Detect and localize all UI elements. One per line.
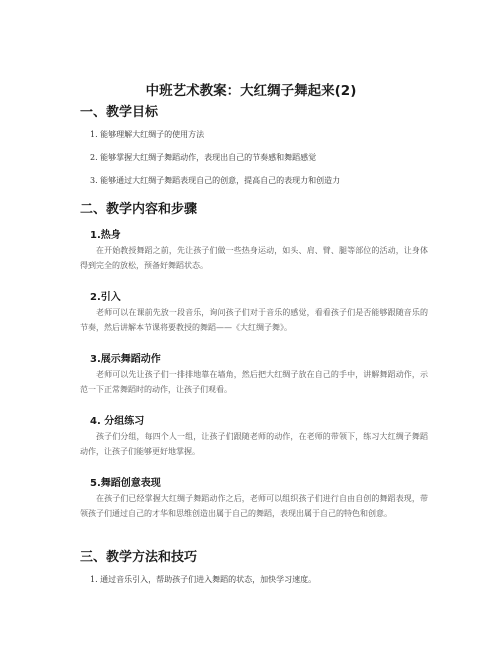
step-title: 3.展示舞蹈动作 [90,354,161,365]
section-heading-objectives: 一、教学目标 [80,105,159,120]
method-item: 1. 通过音乐引入，帮助孩子们进入舞蹈的状态，加快学习速度。 [90,575,317,584]
section-heading-methods: 三、教学方法和技巧 [80,550,198,565]
step-title: 4. 分组练习 [90,416,145,427]
step-paragraph: 老师可以在课前先放一段音乐，询问孩子们对于音乐的感觉，看看孩子们是否能够跟随音乐的节奏，然后讲解本节课将要教授的舞蹈——《大红绸子舞》。 [80,308,428,332]
objective-item: 3. 能够通过大红绸子舞蹈表现自己的创意，提高自己的表现力和创造力 [90,176,341,185]
step-paragraph: 在开始教授舞蹈之前，先让孩子们做一些热身运动，如头、肩、臂、腿等部位的活动，让身体得到完全的放松，预备好舞蹈状态。 [80,246,428,270]
step-title: 1.热身 [90,230,121,241]
step-title: 2.引入 [90,292,121,303]
step-paragraph: 老师可以先让孩子们一排排地靠在墙角，然后把大红绸子放在自己的手中，讲解舞蹈动作，示范一下正常舞蹈时的动作，让孩子们观看。 [80,370,428,394]
section-heading-content-steps: 二、教学内容和步骤 [80,202,198,217]
objective-item: 1. 能够理解大红绸子的使用方法 [90,130,205,139]
step-paragraph: 在孩子们已经掌握大红绸子舞蹈动作之后，老师可以组织孩子们进行自由自创的舞蹈表现，带领孩子们通过自己的才华和思维创造出属于自己的舞蹈，表现出属于自己的特色和创意。 [80,494,428,518]
step-title: 5.舞蹈创意表现 [90,478,161,489]
objective-item: 2. 能够掌握大红绸子舞蹈动作，表现出自己的节奏感和舞蹈感觉 [90,153,317,162]
document-title: 中班艺术教案：大红绸子舞起来(2) [145,83,357,99]
step-paragraph: 孩子们分组，每四个人一组，让孩子们跟随老师的动作，在老师的带领下，练习大红绸子舞蹈动作，让孩子们能够更好地掌握。 [80,432,428,456]
